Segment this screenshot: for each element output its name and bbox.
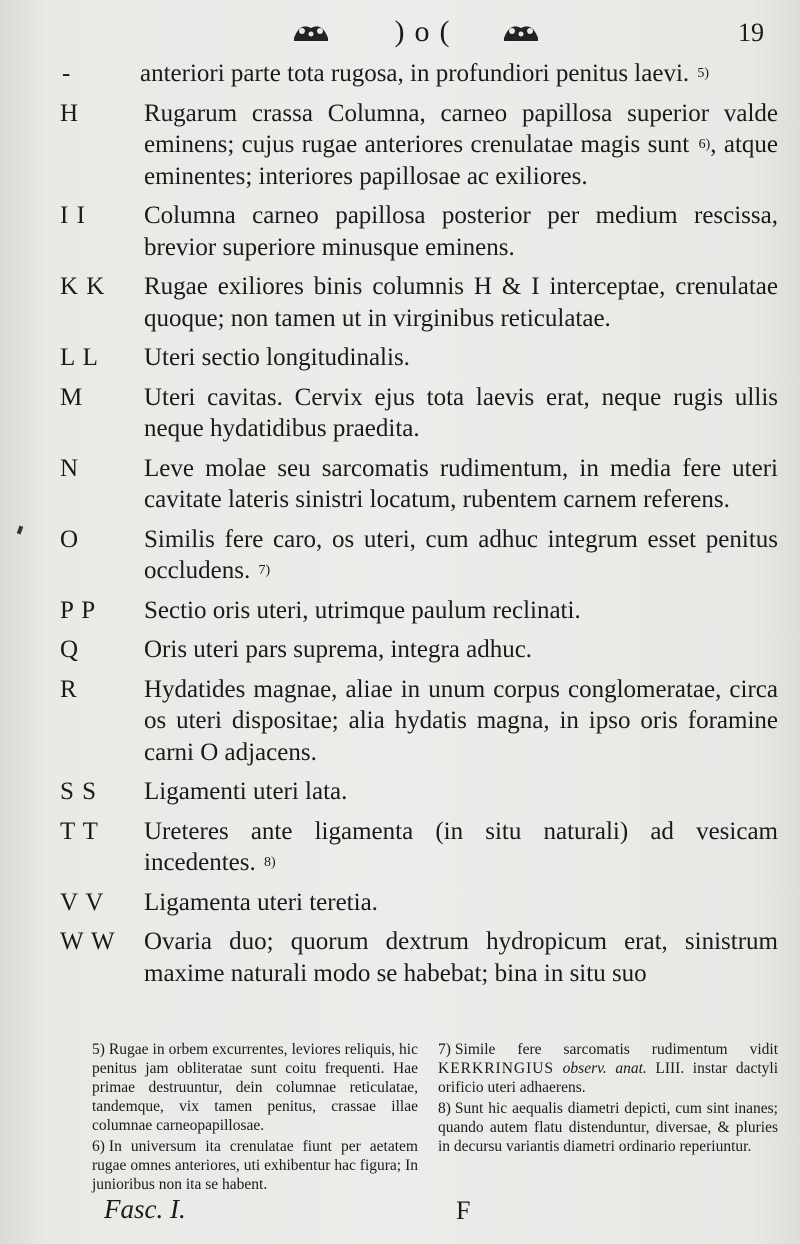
footnotes-right-column — [438, 1040, 778, 1158]
footnote-text: Rugae in orbem excurrentes, leviores reliquis, hic penitus jam obliteratae sunt coitu frequenti. Hae primae destruuntur, dein columnae reticulatae, tandemque, vix tamen penitus, crassae illae columnae carneopapillosae. — [92, 1041, 418, 1134]
entry-text: Columna carneo papillosa posterior per medium rescissa, brevior superiore minusque eminens. — [144, 202, 778, 261]
footnote-item — [92, 1137, 418, 1194]
citation-title: observ. anat. — [562, 1060, 647, 1077]
footnote-ref: 5) — [697, 66, 710, 81]
entry-text: Ligamenta uteri teretia. — [144, 888, 378, 916]
entry-text: Rugae exiliores binis columnis H & I interceptae, crenulatae quoque; non tamen ut in virginibus reticulatae. — [144, 273, 778, 332]
entry-text: Uteri cavitas. Cervix ejus tota laevis erat, neque rugis ullis neque hydatidibus praedita. — [144, 383, 778, 442]
entry-text: Hydatides magnae, aliae in unum corpus conglomeratae, circa os uteri dispositae; alia hydatis magna, in ipso oris foramine carni O adjacens. — [144, 675, 778, 766]
entry-label: K K — [60, 273, 106, 300]
footnote-item — [92, 1040, 418, 1135]
legend-entry-r — [0, 674, 800, 769]
footnote-marker: 8) — [438, 1100, 451, 1117]
footnote-ref: 6) — [698, 137, 711, 152]
entry-text: Ureteres ante ligamenta (in situ naturali) ad vesicam incedentes. — [144, 817, 778, 876]
entry-label: - — [62, 60, 72, 87]
legend-entry-pp — [0, 595, 800, 627]
footnote-text-after: LIII. instar dactyli orificio uteri adhaerens. — [438, 1060, 779, 1096]
entry-label: P P — [60, 596, 97, 624]
legend-entry-ss — [0, 776, 800, 808]
legend-entry-q — [0, 634, 800, 666]
legend-entry-ww — [0, 926, 800, 989]
floral-ornament-icon — [292, 18, 330, 44]
page-number: 19 — [738, 18, 764, 47]
entry-text: Oris uteri pars suprema, integra adhuc. — [144, 636, 533, 663]
footnote-marker: 5) — [92, 1041, 105, 1058]
footnote-text: Sunt hic aequalis diametri depicti, cum sint inanes; quando autem flatu distenduntur, diversae, & pluries in decursu variantis diametri ordinario reperiuntur. — [438, 1100, 778, 1155]
footnotes — [0, 1040, 800, 1193]
entry-label: Q — [60, 636, 80, 663]
entry-text: anteriori parte tota rugosa, in profundiori penitus laevi. — [140, 60, 690, 87]
entry-label: T T — [60, 817, 99, 845]
legend-entry-o — [0, 524, 800, 587]
legend-entry-h — [0, 98, 800, 193]
legend-entry-m — [0, 382, 800, 445]
author-name: KERKRINGIUS — [438, 1060, 555, 1077]
legend-entry-ll — [0, 342, 800, 374]
footnote-ref: 8) — [264, 855, 276, 870]
entry-label: R — [60, 675, 78, 703]
legend-entry-vv — [0, 887, 800, 919]
entry-label: I I — [60, 202, 86, 229]
entry-text: Rugarum crassa Columna, carneo papillosa superior valde eminens; cujus rugae anteriores crenulatae magis sunt — [144, 99, 778, 158]
footnote-text: In universum ita crenulatae fiunt per aetatem rugae omnes anteriores, uti exhibentur hac figura; In junioribus non ita se habent. — [92, 1138, 418, 1193]
entry-text: Ligamenti uteri lata. — [144, 778, 348, 805]
entry-text: Sectio oris uteri, utrimque paulum reclinati. — [144, 596, 581, 624]
entry-label: N — [60, 454, 80, 482]
entry-label: S S — [60, 778, 98, 805]
entry-label: V V — [60, 888, 105, 916]
footnote-text: Simile fere sarcomatis rudimentum vidit — [454, 1041, 778, 1058]
entry-text: Leve molae seu sarcomatis rudimentum, in media fere uteri cavitate lateris sinistri locatum, rubentem carnem referens. — [144, 454, 778, 513]
entry-label: L L — [60, 344, 99, 371]
legend-entry-kk — [0, 271, 800, 334]
legend-entries — [0, 58, 800, 997]
entry-label: M — [60, 383, 84, 411]
signature-mark: Fasc. I. — [104, 1194, 186, 1224]
entry-text: Uteri sectio longitudinalis. — [144, 344, 410, 371]
entry-text: Ovaria duo; quorum dextrum hydropicum erat, sinistrum maxime naturali modo se habebat; bina in situ suo — [144, 928, 778, 987]
legend-entry-tt — [0, 816, 800, 879]
legend-entry-ii — [0, 200, 800, 263]
floral-ornament-icon — [502, 18, 540, 44]
entry-label: W W — [60, 928, 116, 955]
footnote-marker: 6) — [92, 1138, 105, 1155]
footnotes-left-column — [92, 1040, 418, 1196]
footnote-marker: 7) — [438, 1041, 451, 1058]
entry-text: Similis fere caro, os uteri, cum adhuc integrum esset penitus occludens. — [144, 525, 778, 584]
footnote-item — [438, 1099, 778, 1156]
footnote-item — [438, 1040, 778, 1097]
signature-letter: F — [456, 1196, 471, 1225]
header-mark: )o( — [394, 15, 460, 48]
legend-entry-continuation — [0, 58, 800, 90]
entry-label: H — [60, 99, 80, 127]
footnote-ref: 7) — [258, 563, 271, 578]
legend-entry-n — [0, 453, 800, 516]
entry-label: O — [60, 525, 80, 553]
running-header — [0, 14, 800, 54]
entry-text-after: , atque eminentes; interiores papillosae ac exiliores. — [144, 131, 778, 190]
